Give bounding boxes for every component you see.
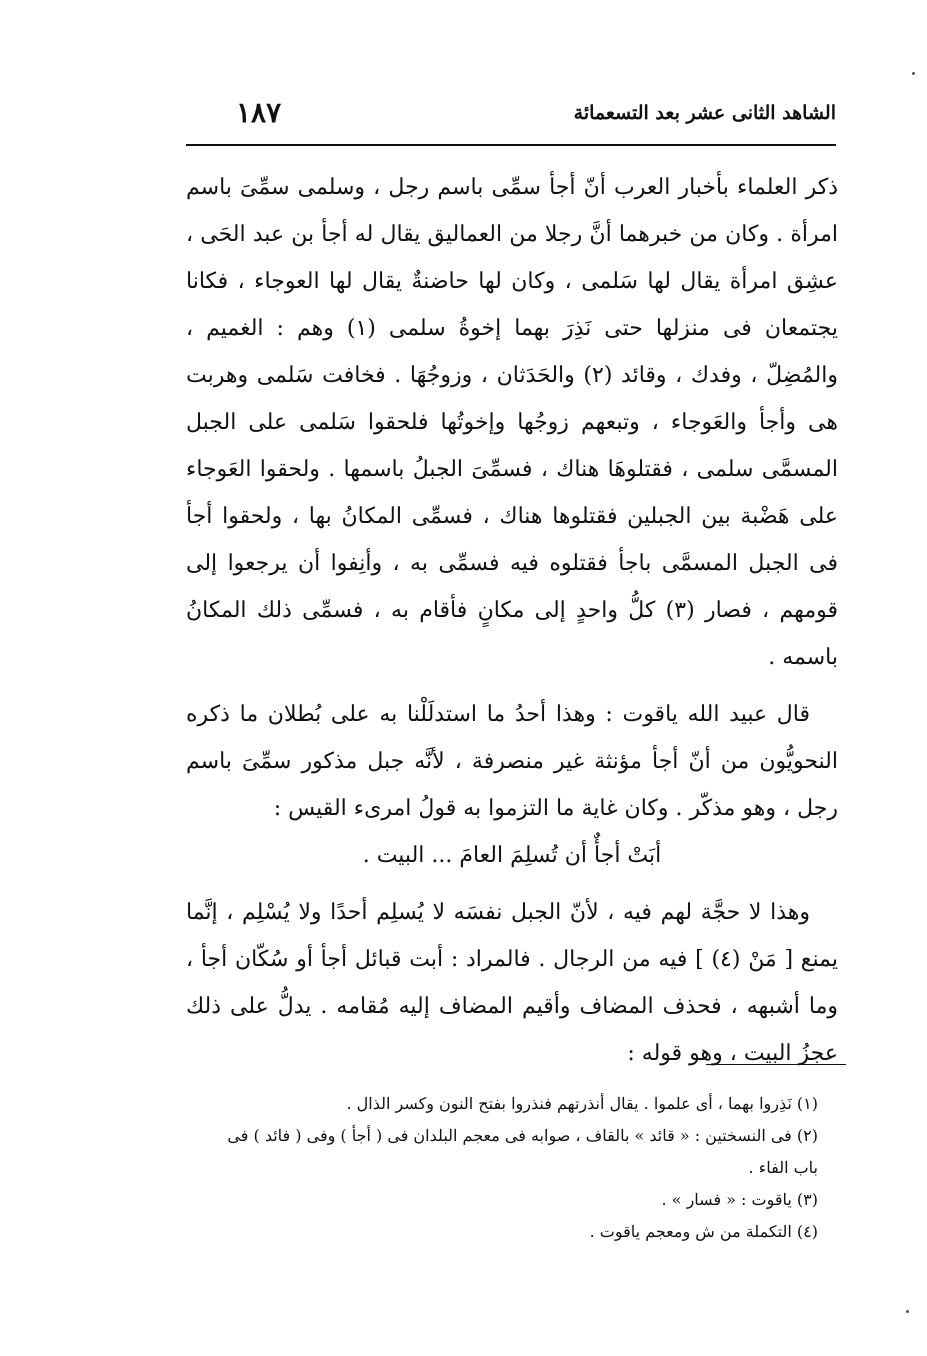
header-rule — [186, 144, 836, 146]
page-number: ١٨٧ — [236, 96, 282, 129]
footnotes — [200, 1088, 846, 1248]
footnote-rule — [706, 1064, 846, 1065]
footnote-3: (٣) ياقوت : « فسار » . — [661, 1190, 818, 1209]
scan-speck — [906, 1310, 909, 1313]
footnote-4: (٤) التكملة من ش ومعجم ياقوت . — [589, 1222, 818, 1241]
paragraph-gap — [186, 681, 838, 691]
paragraph-argument: وهذا لا حجَّة لهم فيه ، لأنّ الجبل نفسَه لا يُسلِم أحدًا ولا يُسْلِم ، إنَّما يمنع [ مَنْ (٤) ] فيه من الرجال . فالمراد : أبت قبائل أجأ أو سُكّان أجأ ، وما أشبهه ، فحذف المضاف وأقيم المضاف إليه مُقامه . يدلُّ على ذلك عجزُ البيت ، وهو قوله : — [186, 900, 838, 1066]
footnote-1: (١) نَذِروا بهما ، أى علموا . يقال أنذرتهم فنذروا بفتح النون وكسر الذال . — [346, 1094, 818, 1113]
main-text — [186, 164, 838, 1077]
paragraph-story: ذكر العلماء بأخبار العرب أنّ أجأ سمِّى باسم رجل ، وسلمى سمِّىَ باسم امرأة . وكان من خبرهما أنَّ رجلا من العماليق يقال له أجأ بن عبد الحَى ، عشِق امرأة يقال لها سَلمى ، وكان لها حاضنةٌ يقال لها العوجاء ، فكانا يجتمعان فى منزلها حتى نَذِرَ بهما إخوةُ سلمى (١) وهم : الغميم ، والمُضِلّ ، وفدك ، وقائد (٢) والحَدَثان ، وزوجُهَا . فخافت سَلمى وهربت هى وأجأ والعَوجاء ، وتبعهم زوجُها وإخوتُها فلحقوا سَلمى على الجبل المسمَّى سلمى ، فقتلوهَا هناك ، فسمِّىَ الجبلُ باسمها . ولحقوا العَوجاء على هَضْبة بين الجبلين فقتلوها هناك ، فسمِّى المكانُ بها ، ولحقوا أجأ فى الجبل المسمَّى باجأ فقتلوه فيه فسمِّى به ، وأنِفوا أن يرجعوا إلى قومهم ، فصار (٣) كلُّ واحدٍ إلى مكانٍ فأقام به ، فسمِّى ذلك المكانُ باسمه . — [186, 175, 838, 670]
paragraph-yaqut: قال عبيد الله ياقوت : وهذا أحدُ ما استدلَلْنا به على بُطلان ما ذكره النحويُّون من أنّ أجأ مؤنثة غير منصرفة ، لأنَّه جبل مذكور سمِّىَ باسم رجل ، وهو مذكّر . وكان غاية ما التزموا به قولُ امرىء القيس : — [186, 702, 838, 821]
scan-speck — [912, 72, 915, 75]
footnote-2: (٢) فى النسختين : « قائد » بالقاف ، صوابه فى معجم البلدان فى ( أجأ ) وفى ( فائد ) فى باب الفاء . — [227, 1126, 818, 1177]
page-header — [180, 96, 836, 136]
running-title: الشاهد الثانى عشر بعد التسعمائة — [573, 102, 836, 124]
paragraph-gap — [186, 879, 838, 889]
verse-line: أبَتْ أجأٌ أن تُسلِمَ العامَ ... البيت . — [362, 843, 662, 868]
